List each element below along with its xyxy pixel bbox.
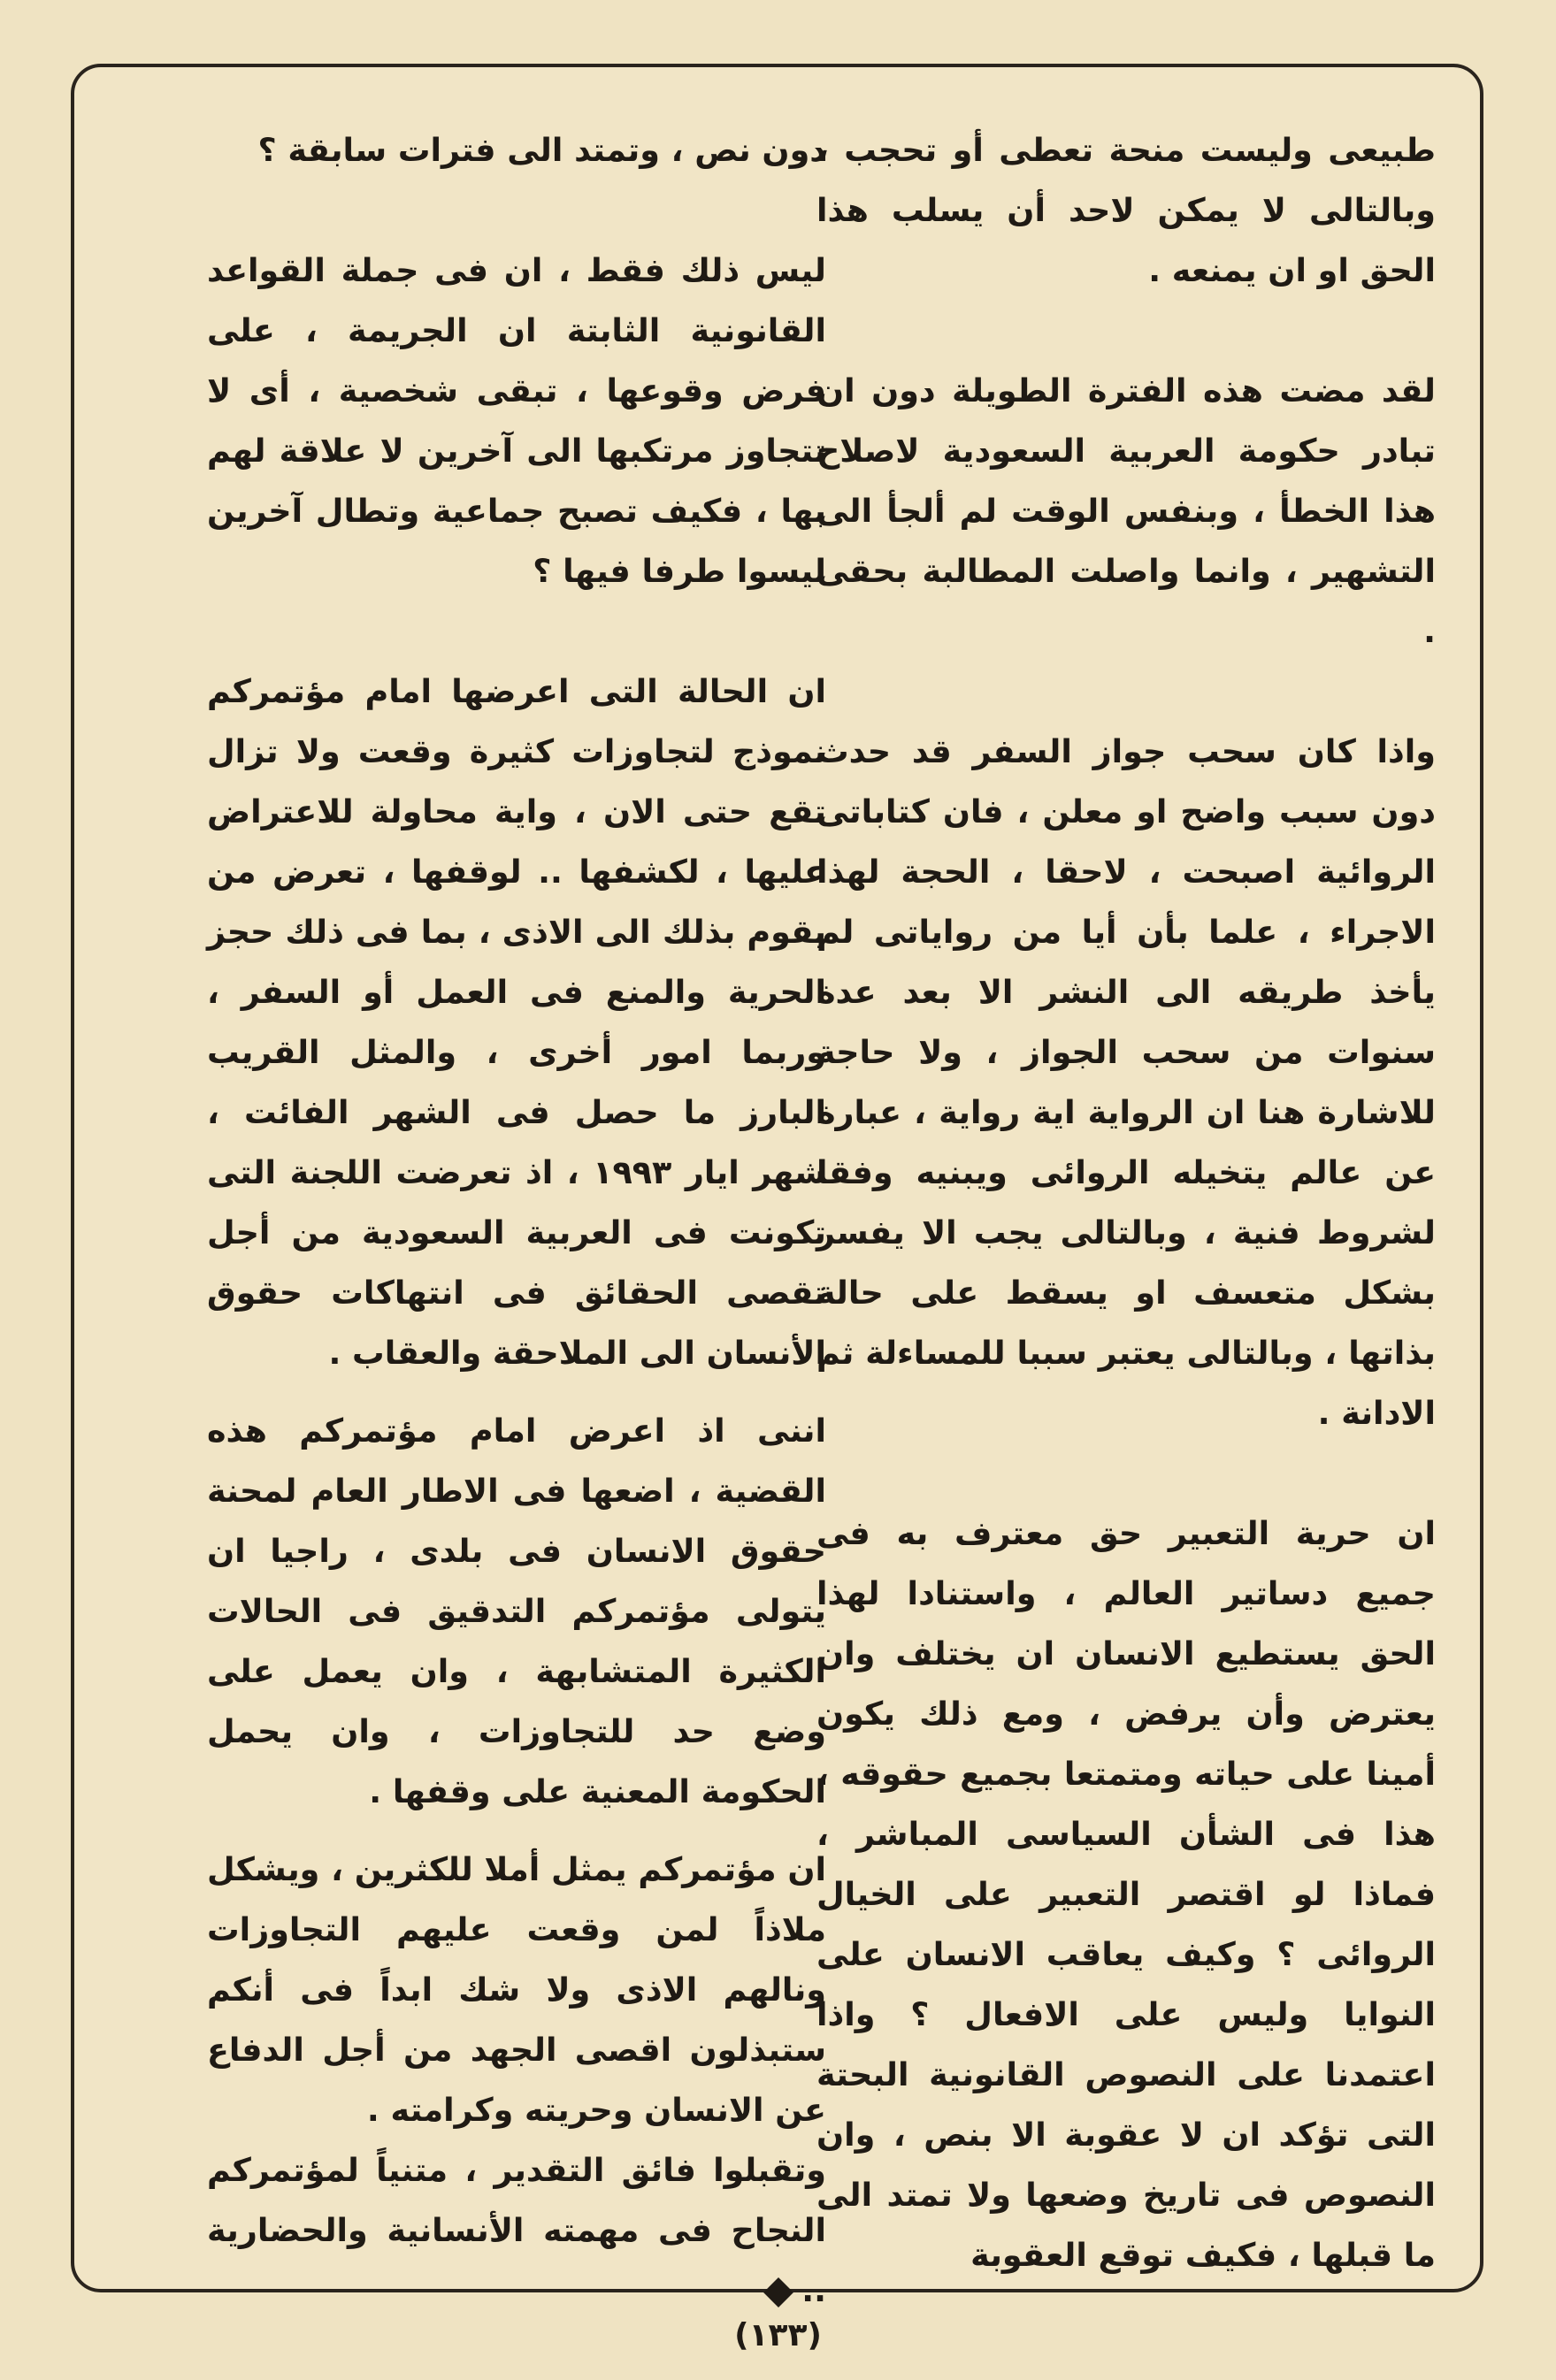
paragraph-spacer bbox=[207, 1383, 826, 1401]
right-paragraph-3: واذا كان سحب جواز السفر قد حدث دون سبب واضح او معلن ، فان كتاباتى الروائية اصبحت ، لاحقا ، الحجة لهذا الاجراء ، علما بأن أيا من رواياتى لم يأخذ طريقه الى النشر الا بعد عدة سنوات من سحب الجواز ، ولا حاجة للاشارة هنا ان الرواية اية رواية ، عبارة عن عالم يتخيله الروائى ويبنيه وفقا لشروط فنية ، وبالتالى يجب الا يفسر بشكل متعسف او يسقط على حالة بذاتها ، وبالتالى يعتبر سببا للمساءلة ثم الادانة . bbox=[816, 732, 1436, 1432]
right-paragraph-4: ان حرية التعبير حق معترف به فى جميع دساتير العالم ، واستنادا لهذا الحق يستطيع الانسان ان يختلف وان يعترض وأن يرفض ، ومع ذلك يكون أمينا على حياته ومتمتعا بجميع حقوقه ، هذا فى الشأن السياسى المباشر ، فماذا لو اقتصر التعبير على الخيال الروائى ؟ وكيف يعاقب الانسان على النوايا وليس على الافعال ؟ واذا اعتمدنا على النصوص القانونية البحتة التى تؤكد ان لا عقوبة الا بنص ، وان النصوص فى تاريخ وضعها ولا تمتد الى ما قبلها ، فكيف توقع العقوبة bbox=[816, 1514, 1436, 2274]
left-paragraph-6 bbox=[207, 2140, 826, 2321]
left-paragraph-5: ان مؤتمركم يمثل أملا للكثرين ، ويشكل ملاذاً لمن وقعت عليهم التجاوزات ونالهم الاذى ولا شك ابداً فى أنكم ستبذلون اقصى الجهد من أجل الدفاع عن الانسان وحريته وكرامته . bbox=[207, 1850, 826, 2129]
left-paragraph-3: ان الحالة التى اعرضها امام مؤتمركم نموذج لتجاوزات كثيرة وقعت ولا تزال تقع حتى الان ، واية محاولة للاعتراض عليها ، لكشفها .. لوقفها ، تعرض من يقوم بذلك الى الاذى ، بما فى ذلك حجز الحرية والمنع فى العمل أو السفر ، وربما امور أخرى ، والمثل القريب البارز ما حصل فى الشهر الفائت ، شهر ايار ١٩٩٣ ، اذ تعرضت اللجنة التى تكونت فى العربية السعودية من أجل تقصى الحقائق فى انتهاكات حقوق الأنسان الى الملاحقة والعقاب . bbox=[207, 672, 826, 1372]
right-column bbox=[816, 120, 1436, 2285]
left-column bbox=[207, 120, 826, 2321]
paragraph-spacer bbox=[207, 180, 826, 241]
left-paragraph-2: ليس ذلك فقط ، ان فى جملة القواعد القانونية الثابتة ان الجريمة ، على فرض وقوعها ، تبقى شخصية ، أى لا تتجاوز مرتكبها الى آخرين لا علاقة لهم بها ، فكيف تصبح جماعية وتطال آخرين ليسوا طرفا فيها ؟ bbox=[207, 251, 826, 590]
paragraph-spacer bbox=[207, 601, 826, 662]
left-paragraph-4: اننى اذ اعرض امام مؤتمركم هذه القضية ، اضعها فى الاطار العام لمحنة حقوق الانسان فى بلدى ، راجيا ان يتولى مؤتمركم التدقيق فى الحالات الكثيرة المتشابهة ، وان يعمل على وضع حد للتجاوزات ، وان يحمل الحكومة المعنية على وقفها . bbox=[207, 1412, 826, 1810]
closing-text: وتقبلوا فائق التقدير ، متنياً لمؤتمركم النجاح فى مهمته الأنسانية والحضارية .. bbox=[207, 2151, 826, 2309]
page-frame bbox=[71, 64, 1483, 2309]
left-paragraph-1: دون نص ، وتمتد الى فترات سابقة ؟ bbox=[257, 131, 826, 169]
right-paragraph-2: لقد مضت هذه الفترة الطويلة دون ان تبادر حكومة العربية السعودية لاصلاح هذا الخطأ ، وبنفس الوقت لم ألجأ الى التشهير ، وانما واصلت المطالبة بحقى . bbox=[816, 371, 1436, 650]
page-number: (١٣٣) bbox=[734, 2317, 822, 2353]
end-of-article-diamond-icon bbox=[763, 2277, 793, 2307]
paragraph-spacer bbox=[816, 1443, 1436, 1504]
paragraph-spacer bbox=[816, 662, 1436, 722]
paragraph-spacer bbox=[816, 301, 1436, 361]
paragraph-spacer bbox=[207, 1822, 826, 1840]
right-paragraph-1: طبيعى وليست منحة تعطى أو تحجب ، وبالتالى لا يمكن لاحد أن يسلب هذا الحق او ان يمنعه . bbox=[816, 131, 1436, 289]
